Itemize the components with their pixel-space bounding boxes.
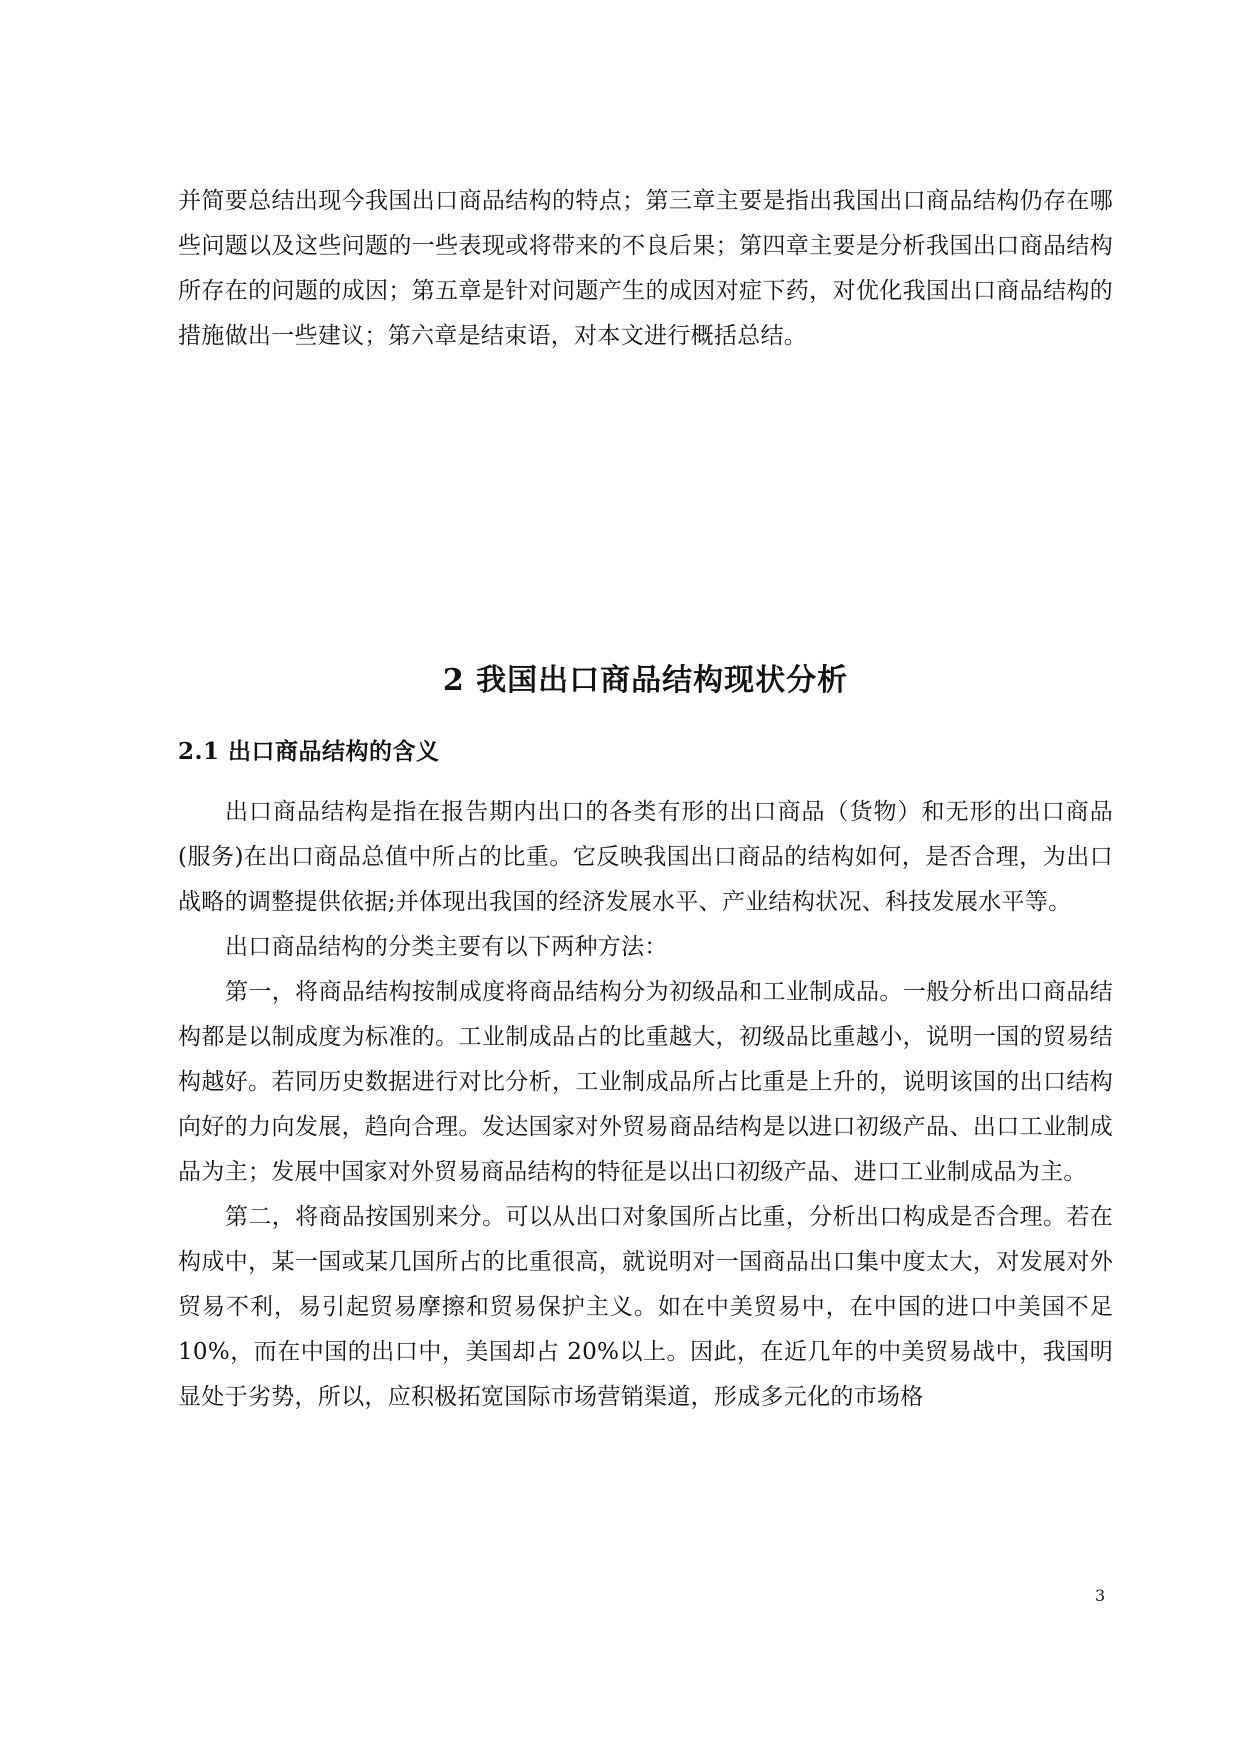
page-number: 3 — [1095, 1586, 1106, 1605]
section-title: 2.1 出口商品结构的含义 — [178, 738, 440, 765]
paragraph-method-one: 第一，将商品结构按制成度将商品结构分为初级品和工业制成品。一般分析出口商品结构都是以制成度为标准的。工业制成品占的比重越大，初级品比重越小，说明一国的贸易结构越好。若同历史数据进行对比分析，工业制成品所占比重是上升的，说明该国的出口结构向好的力向发展，趋向合理。发达国家对外贸易商品结构是以进口初级产品、出口工业制成品为主；发展中国家对外贸易商品结构的特征是以出口初级产品、进口工业制成品为主。 — [178, 979, 1113, 1185]
paragraph-definition: 出口商品结构是指在报告期内出口的各类有形的出口商品（货物）和无形的出口商品(服务)在出口商品总值中所占的比重。它反映我国出口商品的结构如何，是否合理，为出口战略的调整提供依据;并体现出我国的经济发展水平、产业结构状况、科技发展水平等。 — [178, 799, 1113, 915]
section-body — [178, 790, 1113, 1420]
paragraph-classification-intro: 出口商品结构的分类主要有以下两种方法： — [225, 934, 668, 960]
intro-section — [178, 179, 1113, 359]
intro-paragraph: 并简要总结出现今我国出口商品结构的特点；第三章主要是指出我国出口商品结构仍存在哪些问题以及这些问题的一些表现或将带来的不良后果；第四章主要是分析我国出口商品结构所存在的问题的成因；第五章是针对问题产生的成因对症下药，对优化我国出口商品结构的措施做出一些建议；第六章是结束语，对本文进行概括总结。 — [178, 188, 1113, 349]
paragraph-method-two: 第二，将商品按国别来分。可以从出口对象国所占比重，分析出口构成是否合理。若在构成中，某一国或某几国所占的比重很高，就说明对一国商品出口集中度太大，对发展对外贸易不利，易引起贸易摩擦和贸易保护主义。如在中美贸易中，在中国的进口中美国不足 10%，而在中国的出口中，美国却占 20%以上。因此，在近几年的中美贸易战中，我国明显处于劣势，所以，应积极拓宽国际市场营销渠道，形成多元化的市场格 — [178, 1204, 1113, 1410]
chapter-title: 2 我国出口商品结构现状分析 — [442, 663, 849, 698]
